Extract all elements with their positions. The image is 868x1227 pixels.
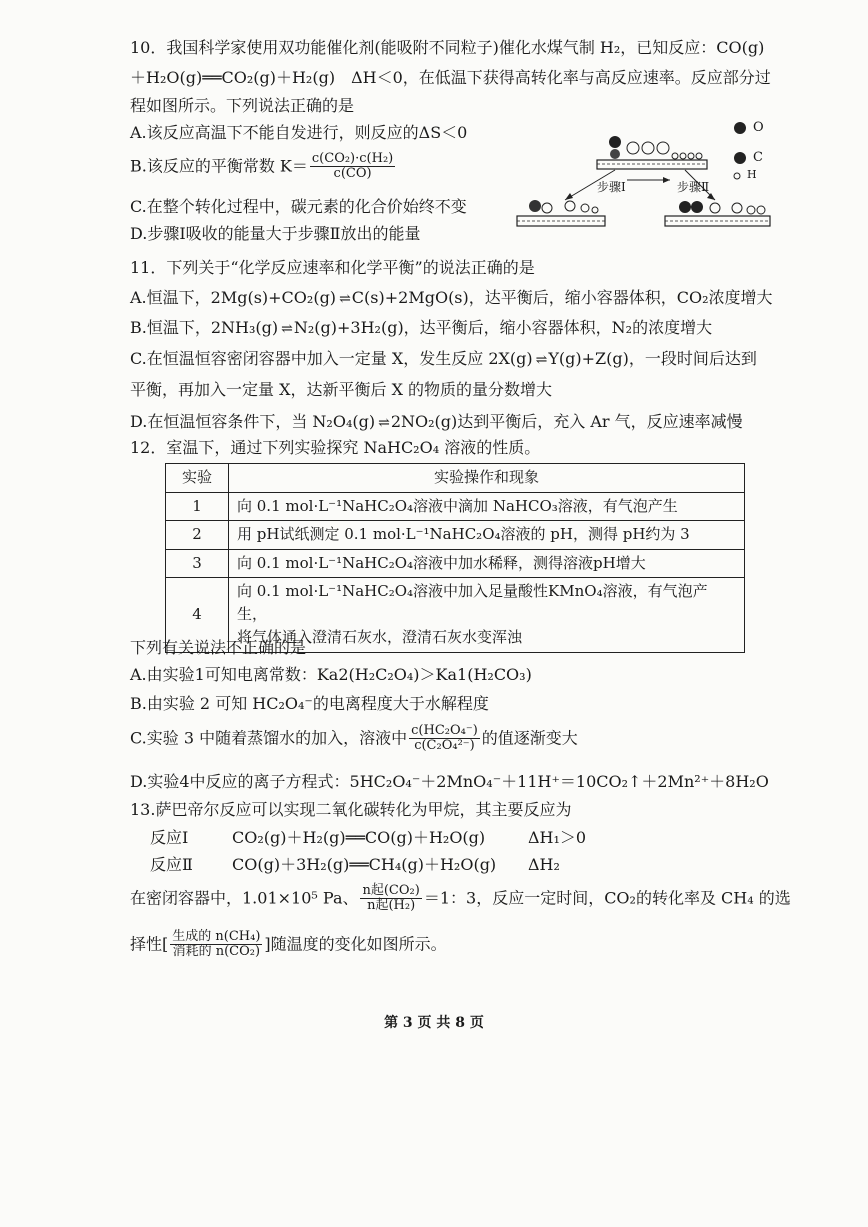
table-header-cell: 实验操作和现象	[229, 464, 745, 493]
q13-cond-prefix: 在密闭容器中，1.01×10⁵ Pa、	[130, 888, 359, 908]
q13-selectivity-fraction	[170, 930, 262, 960]
q10-option-a: A.该反应高温下不能自发进行，则反应的ΔS＜0	[130, 123, 468, 142]
fraction-denominator: n起(H₂)	[367, 898, 416, 914]
q13-sel-suffix: ]随温度的变化如图所示。	[264, 934, 447, 954]
q13-stem: 13.萨巴帝尔反应可以实现二氧化碳转化为甲烷，其主要反应为	[130, 800, 572, 819]
q13-sel-prefix: 择性[	[130, 934, 169, 954]
q11-d-right: 2NO₂(g)达到平衡后，充入 Ar 气，反应速率减慢	[390, 412, 743, 431]
catalyst-surface-top	[597, 136, 707, 169]
q10-option-c: C.在整个转化过程中，碳元素的化合价始终不变	[130, 197, 467, 216]
legend-o-label: O	[753, 120, 764, 135]
q11-c-right: Y(g)+Z(g)，一段时间后达到	[548, 349, 757, 368]
table-row	[166, 549, 745, 577]
reaction-2-label: 反应Ⅱ	[150, 855, 193, 874]
equilibrium-arrow-icon: ⇌	[535, 352, 546, 368]
q12-option-b: B.由实验 2 可知 HC₂O₄⁻的电离程度大于水解程度	[130, 694, 489, 713]
q10-k-fraction	[310, 152, 395, 182]
q12-option-a: A.由实验1可知电离常数：Ka2(H₂C₂O₄)＞Ka1(H₂CO₃)	[130, 665, 532, 684]
q11-stem: 11．下列关于“化学反应速率和化学平衡”的说法正确的是	[130, 258, 535, 277]
legend-c-label: C	[753, 150, 763, 165]
reaction-2-equation: CO(g)＋3H₂(g)══CH₄(g)＋H₂O(g)	[232, 855, 497, 874]
q11-b-left: B.恒温下，2NH₃(g)	[130, 318, 279, 337]
q11-option-c-line2: 平衡，再加入一定量 X，达新平衡后 X 的物质的量分数增大	[130, 380, 553, 399]
q12-c-suffix: 的值逐渐变大	[481, 728, 578, 748]
fraction-denominator: 消耗的 n(CO₂)	[172, 944, 261, 960]
q10-stem-line2: ＋H₂O(g)══CO₂(g)＋H₂(g) ΔH＜0，在低温下获得高转化率与高反应速率。反应部分过	[130, 68, 771, 87]
q11-a-right: C(s)+2MgO(s)，达平衡后，缩小容器体积，CO₂浓度增大	[351, 288, 773, 307]
page-footer: 第 3 页 共 8 页	[384, 1015, 484, 1031]
fraction-numerator: c(CO₂)·c(H₂)	[311, 151, 394, 166]
q13-ratio-fraction	[360, 884, 421, 914]
experiment-table	[165, 463, 745, 653]
experiment-number: 2	[166, 521, 229, 549]
legend-h-atom-icon	[734, 173, 740, 179]
q13-selectivity	[130, 930, 447, 960]
q11-b-right: N₂(g)+3H₂(g)，达平衡后，缩小容器体积，N₂的浓度增大	[293, 318, 713, 337]
q12-c-prefix: C.实验 3 中随着蒸馏水的加入，溶液中	[130, 728, 408, 748]
q12-c-fraction	[409, 724, 480, 754]
table-row	[166, 493, 745, 521]
q11-c-left: C.在恒温恒容密闭容器中加入一定量 X，发生反应 2X(g)	[130, 349, 533, 368]
table-header-cell: 实验	[166, 464, 229, 493]
q13-cond-suffix: ＝1：3，反应一定时间，CO₂的转化率及 CH₄ 的选	[423, 888, 791, 908]
q10-stem-line3: 程如图所示。下列说法正确的是	[130, 96, 355, 115]
q13-conditions	[130, 884, 791, 914]
catalyst-surface-left	[517, 200, 605, 226]
table-header-row	[166, 464, 745, 493]
experiment-number: 1	[166, 493, 229, 521]
table-row	[166, 521, 745, 549]
fraction-denominator: c(CO)	[333, 166, 372, 182]
experiment-description-line2: 将气体通入澄清石灰水，澄清石灰水变浑浊	[237, 628, 523, 647]
equilibrium-arrow-icon: ⇌	[339, 291, 349, 307]
q11-option-c	[130, 347, 757, 372]
q10-option-b	[130, 152, 397, 182]
equilibrium-arrow-icon: ⇌	[378, 415, 388, 431]
experiment-description-line1: 向 0.1 mol·L⁻¹NaHC₂O₄溶液中加入足量酸性KMnO₄溶液，有气泡产生，	[237, 581, 708, 623]
step2-label: 步骤Ⅱ	[677, 180, 710, 194]
reaction-1-label: 反应Ⅰ	[150, 828, 189, 847]
equilibrium-arrow-icon: ⇌	[281, 321, 291, 337]
legend-o-atom-icon	[734, 122, 746, 134]
fraction-numerator: 生成的 n(CH₄)	[172, 929, 261, 944]
experiment-number: 3	[166, 549, 229, 577]
q12-option-c	[130, 724, 578, 754]
q12-option-d: D.实验4中反应的离子方程式：5HC₂O₄⁻＋2MnO₄⁻＋11H⁺＝10CO₂↑＋2Mn²⁺＋8H₂O	[130, 772, 769, 791]
mechanism-svg	[515, 118, 775, 236]
q12-question: 下列有关说法不正确的是	[130, 638, 307, 657]
fraction-denominator: c(C₂O₄²⁻)	[414, 738, 475, 754]
reaction-1-equation: CO₂(g)＋H₂(g)══CO(g)＋H₂O(g)	[232, 828, 486, 847]
step1-label: 步骤Ⅰ	[597, 180, 626, 194]
q11-option-a	[130, 286, 773, 311]
legend-c-atom-icon	[734, 152, 746, 164]
q10-option-b-prefix: B.该反应的平衡常数 K＝	[130, 156, 308, 176]
legend-h-label: H	[747, 168, 757, 181]
q11-d-left: D.在恒温恒容条件下，当 N₂O₄(g)	[130, 412, 376, 431]
q11-option-b	[130, 316, 712, 341]
catalyst-surface-right	[665, 201, 770, 226]
experiment-description: 用 pH试纸测定 0.1 mol·L⁻¹NaHC₂O₄溶液的 pH，测得 pH约为 3	[229, 521, 745, 549]
fraction-numerator: n起(CO₂)	[362, 883, 420, 898]
q11-a-left: A.恒温下，2Mg(s)+CO₂(g)	[130, 288, 337, 307]
q11-option-d	[130, 410, 743, 435]
q10-stem-line1: 10．我国科学家使用双功能催化剂(能吸附不同粒子)催化水煤气制 H₂，已知反应：CO(g)	[130, 38, 765, 57]
experiment-description: 向 0.1 mol·L⁻¹NaHC₂O₄溶液中加水稀释，测得溶液pH增大	[229, 549, 745, 577]
reaction-2-enthalpy: ΔH₂	[528, 855, 560, 874]
experiment-description: 向 0.1 mol·L⁻¹NaHC₂O₄溶液中滴加 NaHCO₃溶液，有气泡产生	[229, 493, 745, 521]
reaction-1-enthalpy: ΔH₁＞0	[528, 828, 587, 847]
q12-stem: 12．室温下，通过下列实验探究 NaHC₂O₄ 溶液的性质。	[130, 438, 541, 457]
catalyst-mechanism-diagram	[515, 118, 775, 236]
fraction-numerator: c(HC₂O₄⁻)	[411, 723, 478, 738]
experiment-number: 4	[166, 577, 229, 652]
q10-option-d: D.步骤Ⅰ吸收的能量大于步骤Ⅱ放出的能量	[130, 224, 421, 243]
